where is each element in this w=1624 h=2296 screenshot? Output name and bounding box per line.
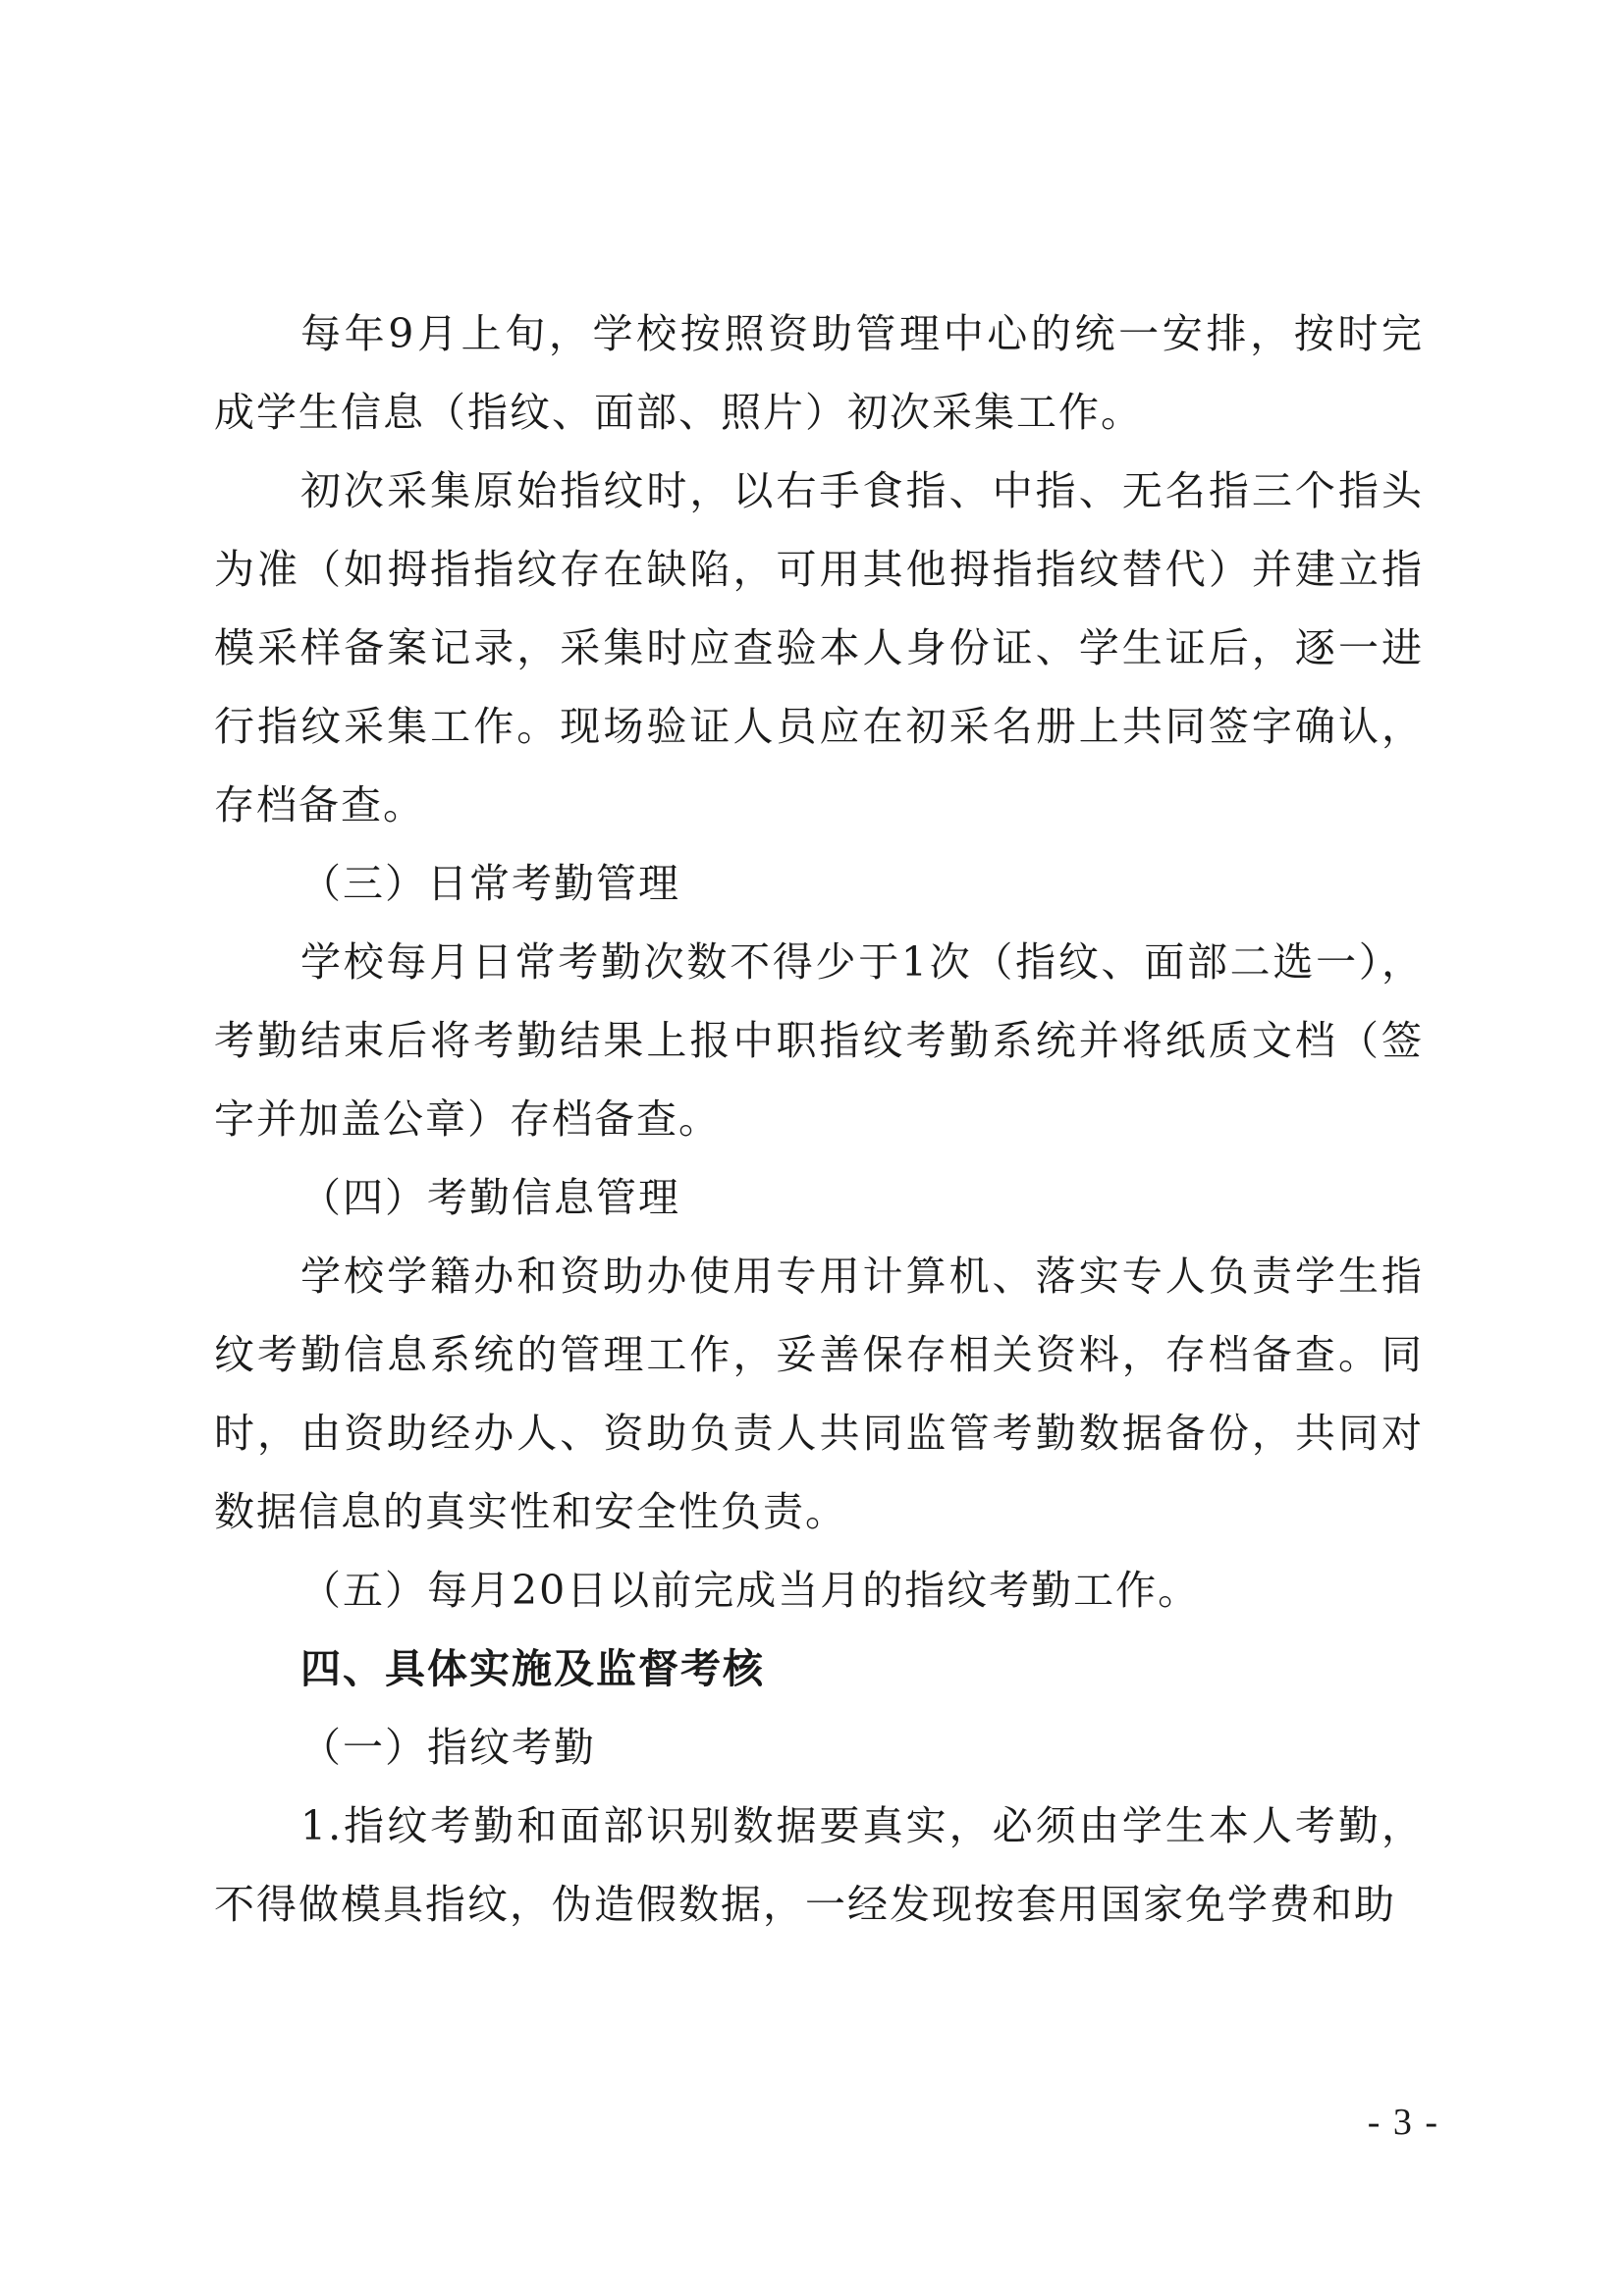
part-heading-implementation: 四、具体实施及监督考核 xyxy=(300,1645,765,1692)
paragraph-fingerprint-authenticity: 1.指纹考勤和面部识别数据要真实，必须由学生本人考勤，不得做模具指纹，伪造假数据，一经发现按套用国家免学费和助 xyxy=(214,1802,1424,1928)
paragraph-collection-schedule: 每年9月上旬，学校按照资助管理中心的统一安排，按时完成学生信息（指纹、面部、照片）初次采集工作。 xyxy=(214,310,1424,436)
section-heading-attendance-info: （四）考勤信息管理 xyxy=(300,1174,680,1221)
page-number: - 3 - xyxy=(1367,2102,1439,2143)
paragraph-fingerprint-collection: 初次采集原始指纹时，以右手食指、中指、无名指三个指头为准（如拇指指纹存在缺陷，可用其他拇指指纹替代）并建立指模采样备案记录，采集时应查验本人身份证、学生证后，逐一进行指纹采集工作。现场验证人员应在初采名册上共同签字确认，存档备查。 xyxy=(214,467,1424,828)
paragraph-daily-attendance: 学校每月日常考勤次数不得少于1次（指纹、面部二选一），考勤结束后将考勤结果上报中职指纹考勤系统并将纸质文档（签字并加盖公章）存档备查。 xyxy=(214,938,1424,1143)
paragraph-attendance-info: 学校学籍办和资助办使用专用计算机、落实专人负责学生指纹考勤信息系统的管理工作，妥善保存相关资料，存档备查。同时，由资助经办人、资助负责人共同监管考勤数据备份，共同对数据信息的真实性和安全性负责。 xyxy=(214,1253,1424,1535)
subsection-heading-fingerprint: （一）指纹考勤 xyxy=(300,1724,596,1771)
document-body xyxy=(214,294,1424,1944)
section-heading-monthly-deadline: （五）每月20日以前完成当月的指纹考勤工作。 xyxy=(300,1567,1201,1614)
section-heading-daily-attendance: （三）日常考勤管理 xyxy=(300,860,680,907)
